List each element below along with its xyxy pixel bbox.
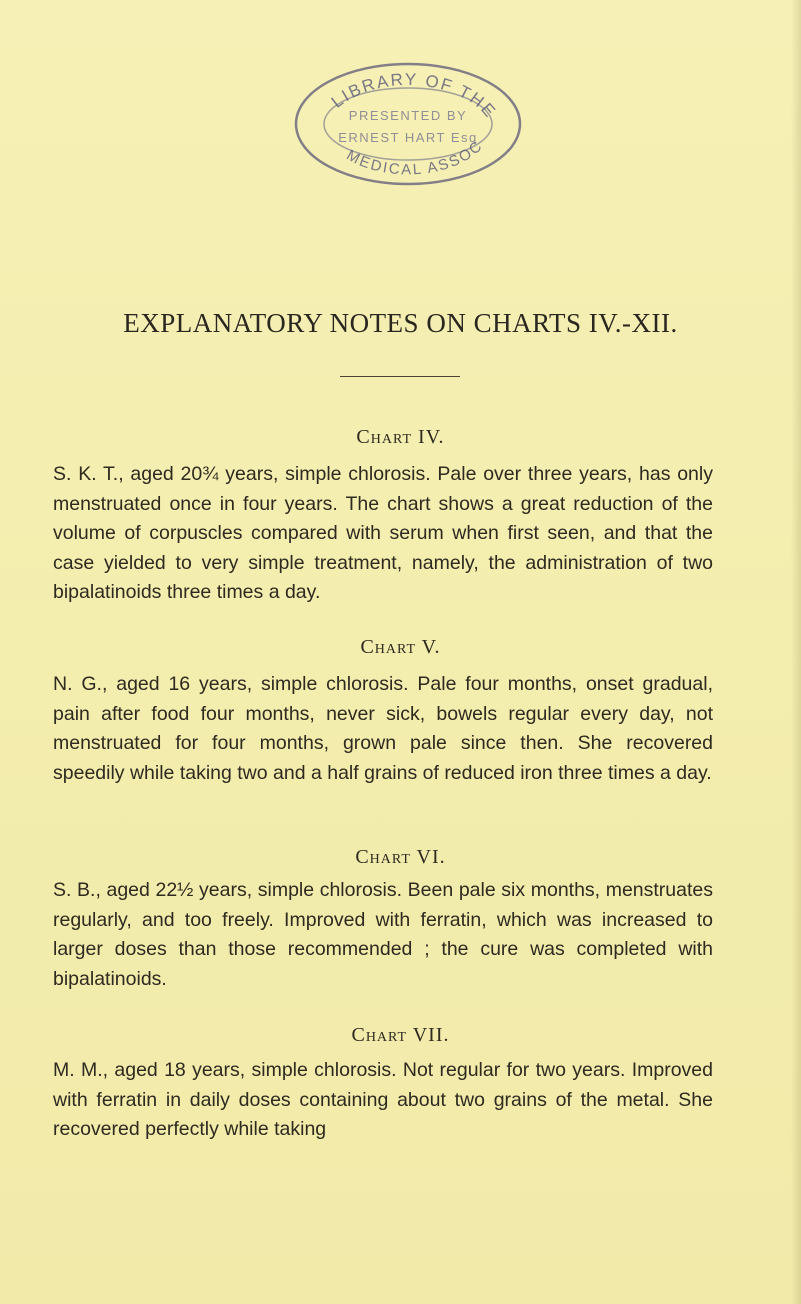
- chart-iv-title: Chart IV.: [356, 426, 445, 448]
- page-heading: EXPLANATORY NOTES ON CHARTS IV.-XII.: [123, 308, 678, 338]
- heading-divider: [340, 376, 460, 377]
- chart-vii-text: M. M., aged 18 years, simple chlorosis. Not regular for two years. Improved with ferratin in daily doses containing about two grains of the metal. She recovered perfectly while taking: [53, 1059, 713, 1140]
- svg-text:MEDICAL ASSOC: MEDICAL ASSOC: [343, 137, 487, 179]
- chart-iv-text: S. K. T., aged 20¾ years, simple chlorosis. Pale over three years, has only menstruated once in four years. The chart shows a great reduction of the volume of corpuscles compared with serum when first seen, and that the case yielded to very simple treatment, namely, the administration of two bipalatinoids three times a day.: [53, 463, 713, 603]
- library-stamp: [283, 58, 533, 188]
- chart-vii-title: Chart VII.: [351, 1024, 450, 1046]
- svg-text:ERNEST HART Esq: ERNEST HART Esq: [338, 130, 478, 145]
- library-stamp-seal: [283, 58, 533, 188]
- chart-v-title: Chart V.: [360, 636, 441, 658]
- chart-vi-title: Chart VI.: [355, 846, 446, 868]
- chart-vi-text: S. B., aged 22½ years, simple chlorosis. Been pale six months, menstruates regularly, and too freely. Improved with ferratin, which was increased to larger doses than those recommended ; the cure was completed with bipalatinoids.: [53, 879, 713, 990]
- svg-text:LIBRARY OF THE: LIBRARY OF THE: [327, 69, 501, 122]
- svg-text:PRESENTED BY: PRESENTED BY: [348, 108, 468, 123]
- chart-v-text: N. G., aged 16 years, simple chlorosis. Pale four months, onset gradual, pain after food four months, never sick, bowels regular every day, not menstruated for four months, grown pale since then. She recovered speedily while taking two and a half grains of reduced iron three times a day.: [53, 673, 713, 784]
